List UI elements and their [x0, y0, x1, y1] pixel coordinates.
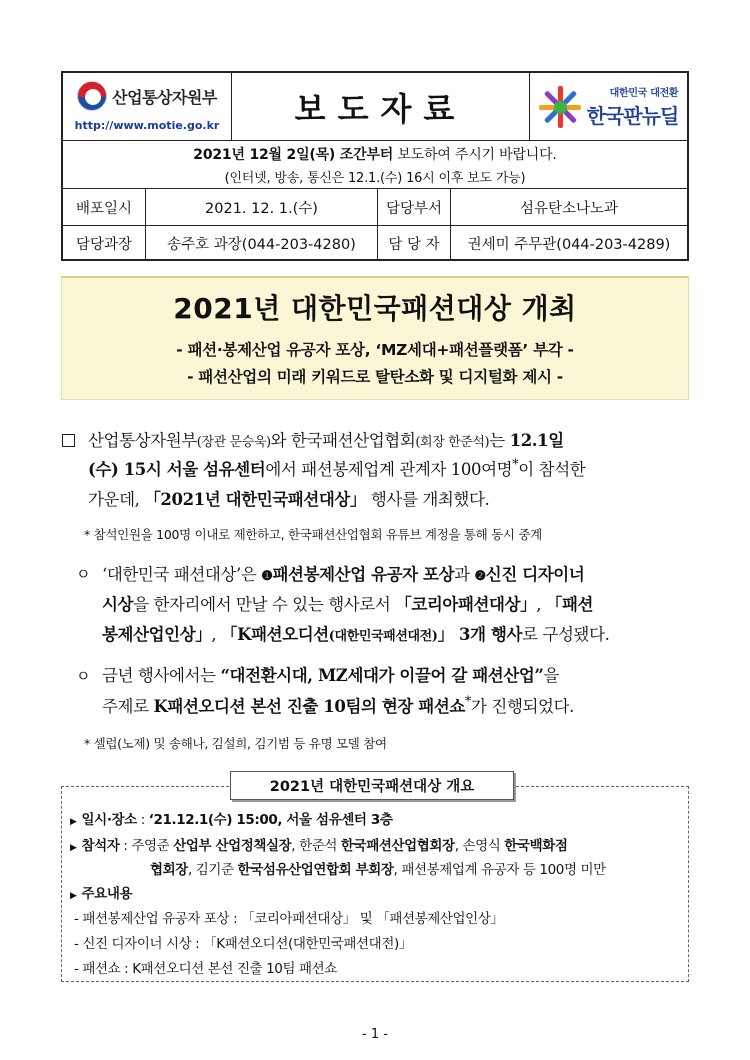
footnote-models: * 셀럽(노제) 및 송해나, 김설희, 김기범 등 유명 모델 참여 — [84, 736, 387, 751]
newdeal-slogan: 대한민국 대전환 — [609, 88, 679, 99]
manager-label: 담당과장 — [63, 226, 146, 261]
overview-item-designer: - 신진 디자이너 시상 : 「K패션오디션(대한민국패션대전)」 — [74, 936, 412, 952]
overview-datetime-place: ▶ 일시·장소 : ‘21.12.1(수) 15:00, 서울 섬유센터 3층 — [70, 812, 393, 828]
paragraph-1-line-1: 산업통상자원부(장관 문승욱)와 한국패션산업협회(회장 한준석)는 12.1일 — [88, 431, 564, 450]
overview-title: 2021년 대한민국패션대상 개요 — [230, 771, 514, 800]
triangle-bullet-icon: ▶ — [70, 817, 77, 827]
doc-title: 보도자료 — [232, 73, 530, 140]
embargo-online-note: (인터넷, 방송, 통신은 12.1.(수) 16시 이후 보도 가능) — [224, 170, 526, 186]
overview-attendees-cont: 협회장, 김기준 한국섬유산업연합회 부회장, 패션봉제업계 유공자 등 100명 미만 — [150, 862, 606, 878]
paragraph-2-line-2: 시상을 한자리에서 만날 수 있는 행사로서 「코리아패션대상」, 「패션 — [102, 595, 594, 614]
ministry-name: 산업통상자원부 — [112, 87, 217, 107]
paragraph-1-line-2: (수) 15시 서울 섬유센터에서 패션봉제업계 관계자 100여명*이 참석한 — [88, 457, 586, 479]
dept-label: 담당부서 — [378, 189, 451, 225]
page-number: - 1 - — [362, 1027, 388, 1042]
square-bullet-icon — [62, 433, 75, 451]
taegeuk-emblem-icon — [77, 81, 107, 111]
headline-box — [61, 276, 689, 400]
headline-subtitle-2: - 패션산업의 미래 키워드로 탈탄소화 및 디지털화 제시 - — [187, 368, 563, 386]
embargo-notice: 2021년 12월 2일(목) 조간부터 보도하여 주시기 바랍니다. — [193, 146, 557, 163]
paragraph-1-line-3: 가운데, 「2021년 대한민국패션대상」 행사를 개최했다. — [88, 490, 490, 509]
staff-value: 권세미 주무관(044-203-4289) — [467, 237, 671, 253]
triangle-bullet-icon: ▶ — [70, 891, 77, 901]
press-release-header-table — [61, 71, 689, 261]
paragraph-2-line-3: 봉제산업인상」, 「K패션오디션(대한민국패션대전)」 3개 행사로 구성됐다. — [102, 625, 610, 644]
manager-value: 송주호 과장(044-203-4280) — [146, 226, 378, 261]
bullet-mark: ㅇ — [76, 565, 91, 583]
ministry-logo — [77, 81, 217, 111]
ministry-url[interactable]: http://www.motie.go.kr — [74, 119, 220, 132]
dept-value: 섬유탄소나노과 — [519, 200, 619, 217]
bullet-mark: ㅇ — [76, 667, 91, 685]
triangle-bullet-icon: ▶ — [70, 843, 77, 853]
overview-item-awards: - 패션봉제산업 유공자 포상 : 「코리아패션대상」 및 「패션봉제산업인상」 — [74, 911, 504, 927]
footnote-attendance: * 참석인원을 100명 이내로 제한하고, 한국패션산업협회 유튜브 계정을 통해 동시 중계 — [84, 527, 542, 542]
newdeal-logo — [530, 73, 687, 140]
overview-main-contents: ▶ 주요내용 — [70, 886, 133, 902]
dist-date-label: 배포일시 — [63, 189, 146, 225]
headline-subtitle-1: - 패션·봉제산업 유공자 포상, ‘MZ세대+패션플랫폼’ 부각 - — [176, 341, 574, 359]
newdeal-mark-icon — [539, 86, 581, 128]
header-row-logos — [63, 73, 687, 141]
header-row-embargo — [63, 141, 687, 189]
ministry-logo-cell — [63, 73, 232, 140]
paragraph-3-line-1: 금년 행사에서는 “대전환시대, MZ세대가 이끌어 갈 패션산업”을 — [102, 666, 560, 685]
paragraph-2-line-1: ‘대한민국 패션대상’은 ❶패션봉제산업 유공자 포상과 ❷신진 디자이너 — [102, 565, 585, 584]
dist-date-value: 2021. 12. 1.(수) — [146, 189, 378, 225]
newdeal-name: 한국판뉴딜 — [586, 104, 679, 128]
paragraph-3-line-2: 주제로 K패션오디션 본선 진출 10팀의 현장 패션쇼*가 진행되었다. — [102, 694, 574, 716]
header-row-contacts — [63, 226, 687, 261]
overview-item-fashionshow: - 패션쇼 : K패션오디션 본선 진출 10팀 패션쇼 — [74, 961, 337, 977]
header-row-distribution — [63, 189, 687, 226]
staff-label: 담 당 자 — [378, 226, 451, 261]
overview-attendees: ▶ 참석자 : 주영준 산업부 산업정책실장, 한준석 한국패션산업협회장, 손영식 한국백화점 — [70, 838, 568, 854]
headline-title: 2021년 대한민국패션대상 개최 — [173, 292, 577, 325]
